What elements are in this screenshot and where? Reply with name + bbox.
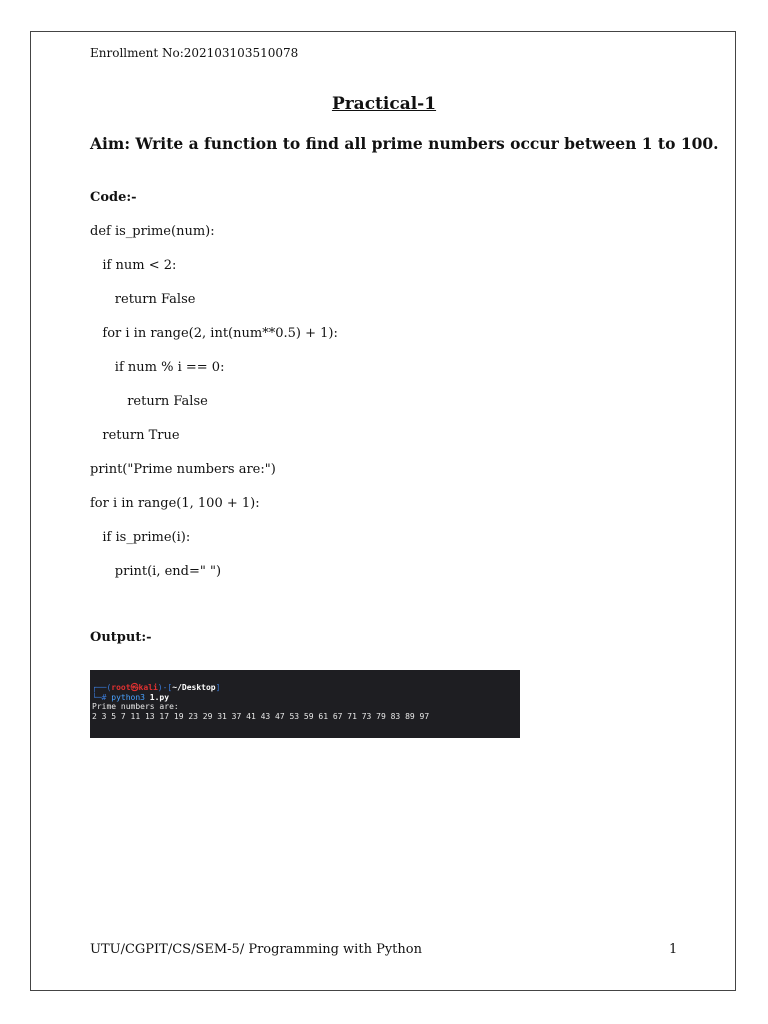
code-label: Code:- [90,190,137,205]
code-line: print("Prime numbers are:") [90,462,276,477]
prompt-bracket-close: ] [215,683,221,692]
code-line: for i in range(1, 100 + 1): [90,496,260,511]
code-line: def is_prime(num): [90,224,215,239]
code-line: return False [90,394,208,409]
code-line: return True [90,428,180,443]
terminal-output-line: 2 3 5 7 11 13 17 19 23 29 31 37 41 43 47 53 59 61 67 71 73 79 83 89 97 [92,711,430,721]
prompt-host: kali [138,683,158,692]
prompt-separator: )-[ [157,683,173,692]
code-line: print(i, end=" ") [90,564,222,579]
prompt-path: ~/Desktop [172,683,216,692]
footer-course: UTU/CGPIT/CS/SEM-5/ Programming with Python [90,942,422,957]
command-name: python3 [111,692,150,702]
prompt-at-symbol: ㉿ [130,683,139,692]
prompt-bracket: ┌──( [92,683,112,692]
terminal-command-line [92,693,520,703]
code-line: if num % i == 0: [90,360,225,375]
code-line: for i in range(2, int(num**0.5) + 1): [90,326,338,341]
aim-statement: Aim: Write a function to find all prime numbers occur between 1 to 100. [90,134,719,153]
terminal-prompt-line [92,683,520,693]
command-file: 1.py [149,692,170,702]
page-number: 1 [669,942,678,957]
code-line: if is_prime(i): [90,530,191,545]
terminal-output-line: Prime numbers are: [92,702,179,711]
terminal-output-screenshot [90,670,520,738]
enrollment-number: Enrollment No:202103103510078 [90,46,299,60]
prompt-hash: └─# [92,692,112,702]
code-line: return False [90,292,196,307]
page-title: Practical-1 [331,94,437,114]
page-border [30,31,736,991]
code-line: if num < 2: [90,258,177,273]
output-label: Output:- [90,630,152,645]
prompt-user: root [111,683,131,692]
